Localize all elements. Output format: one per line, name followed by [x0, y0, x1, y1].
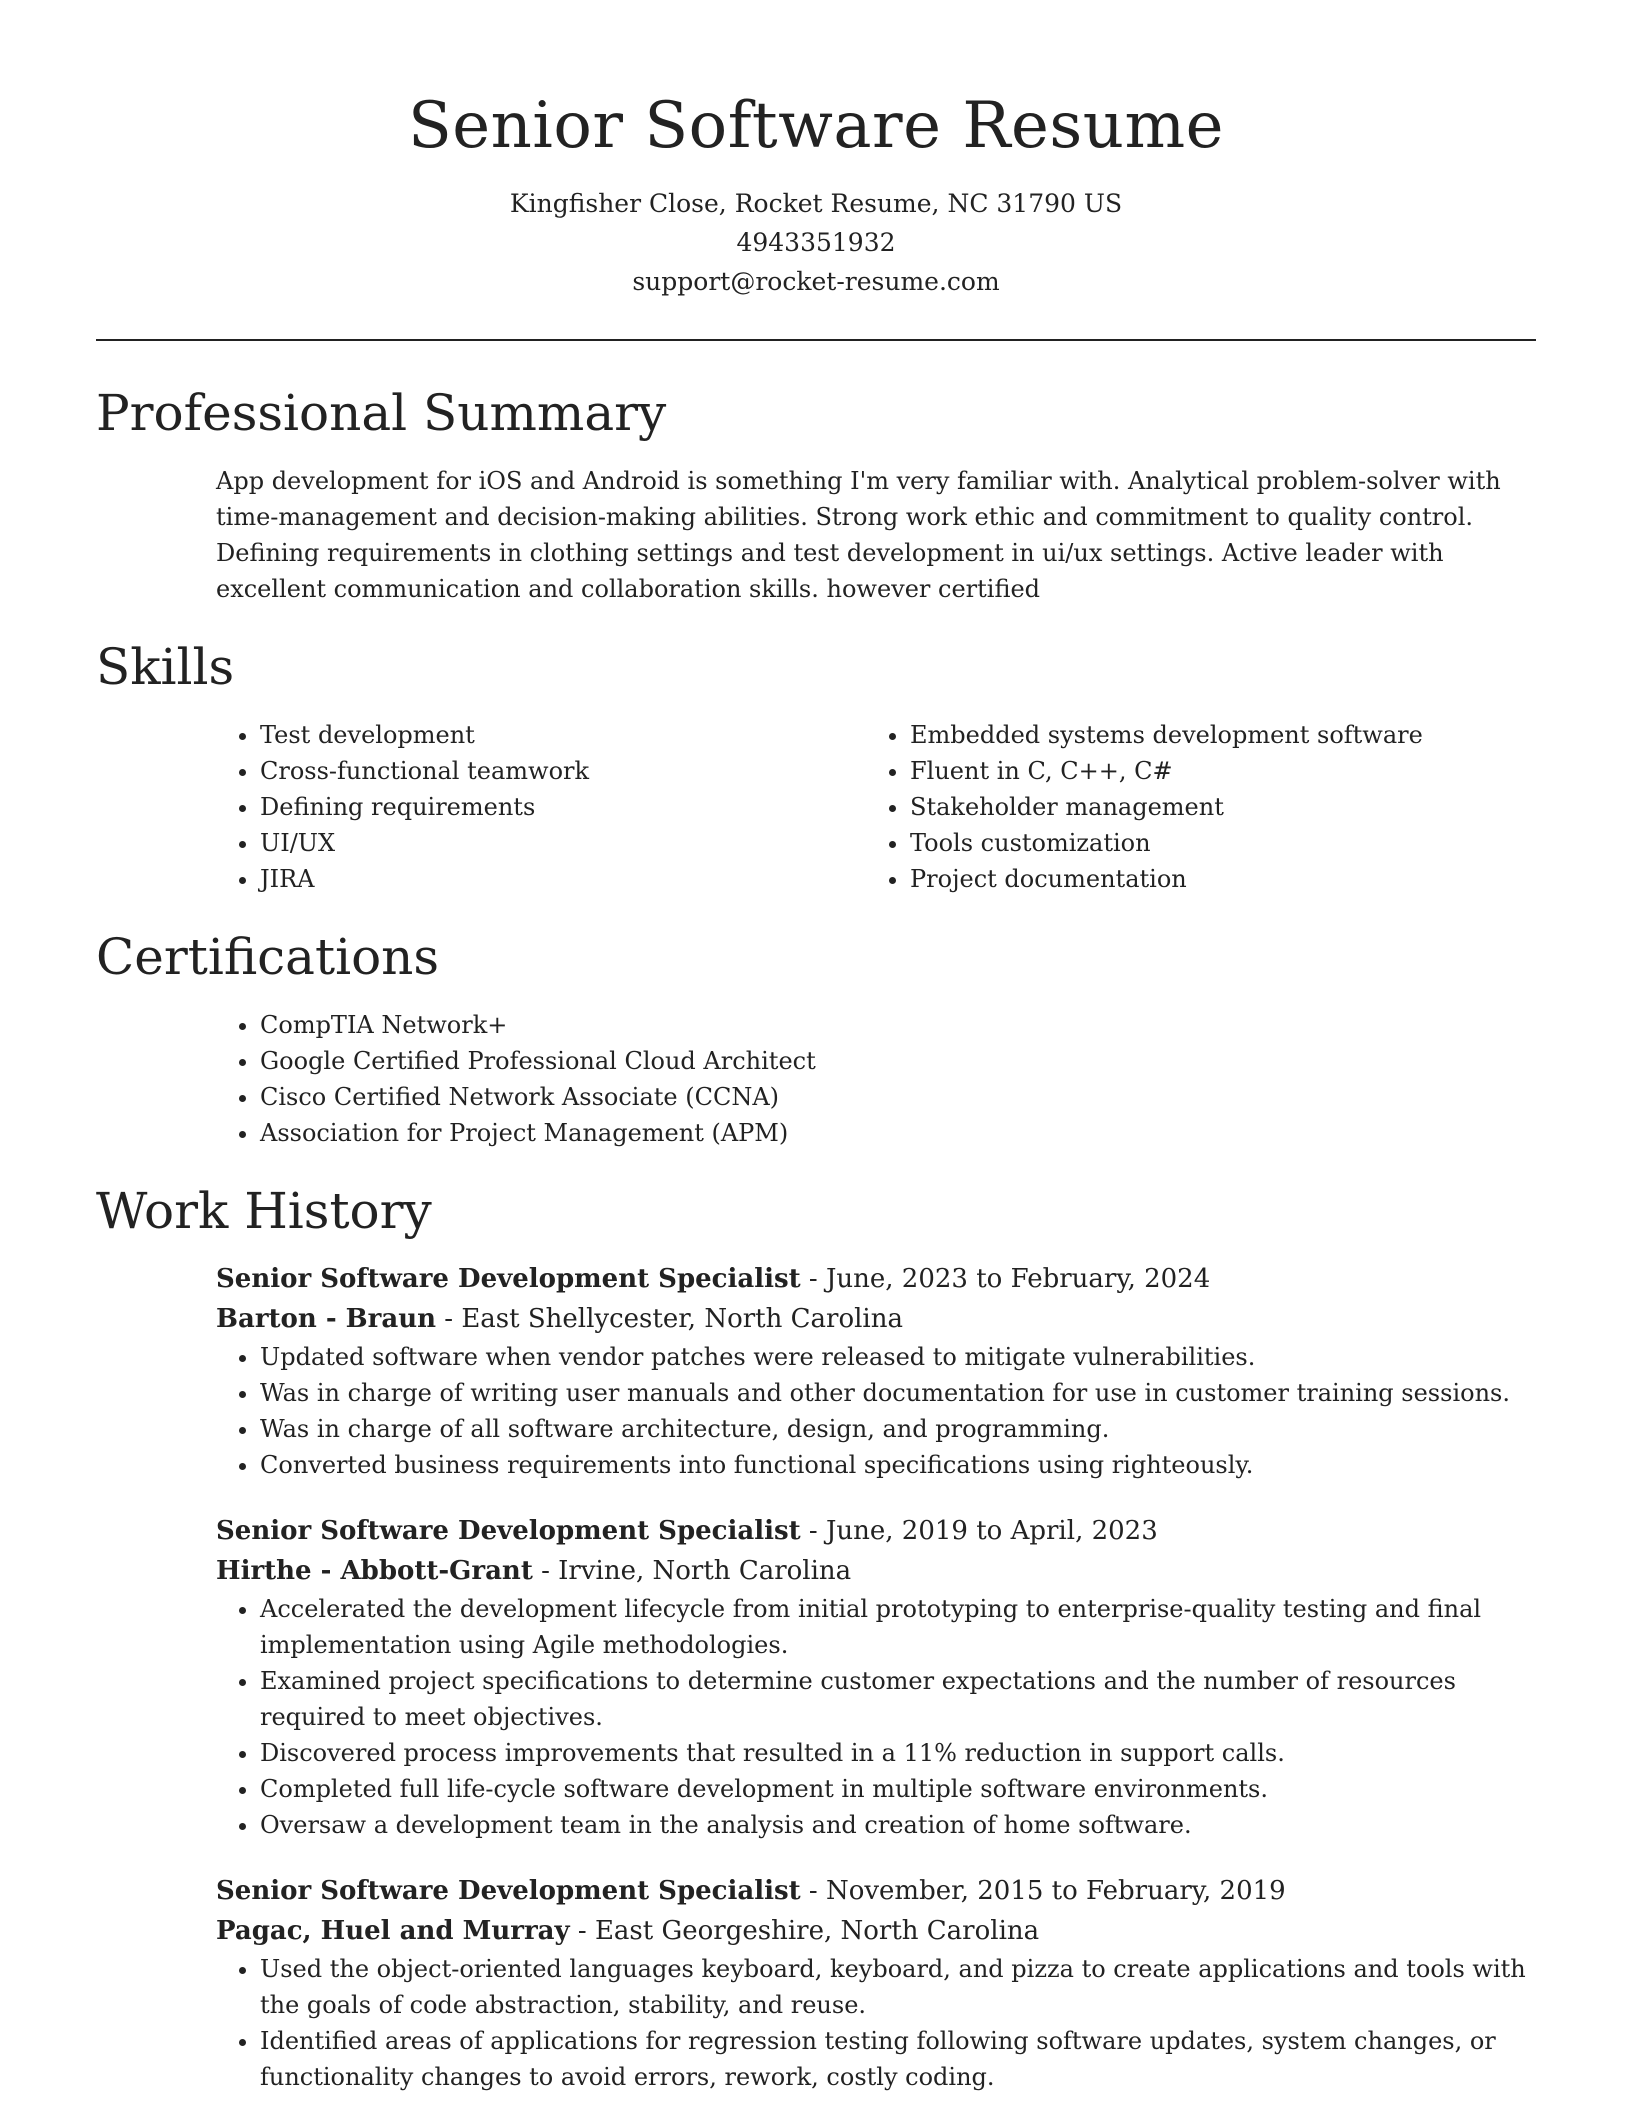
- job-company: Barton - Braun: [216, 1304, 436, 1334]
- skill-item: • Test development: [260, 717, 866, 753]
- contact-block: [96, 184, 1536, 301]
- skill-item: • JIRA: [260, 861, 866, 897]
- job-bullet: • Updated software when vendor patches were released to mitigate vulnerabilities.: [260, 1339, 1536, 1375]
- skills-list-left: [216, 717, 866, 897]
- job-dates: - June, 2019 to April, 2023: [800, 1516, 1158, 1546]
- resume-page: [96, 0, 1536, 2095]
- job-title: Senior Software Development Specialist: [216, 1264, 801, 1294]
- job-bullet: • Discovered process improvements that resulted in a 11% reduction in support calls.: [260, 1735, 1536, 1771]
- certifications-list-wrap: [216, 1007, 1536, 1151]
- header-divider: [96, 339, 1536, 341]
- job-entry: [216, 1871, 1536, 2095]
- job-company: Pagac, Huel and Murray: [216, 1916, 570, 1946]
- job-company-line: [216, 1551, 1536, 1591]
- skill-item: • Fluent in C, C++, C#: [910, 753, 1516, 789]
- job-title: Senior Software Development Specialist: [216, 1876, 801, 1906]
- summary-heading: Professional Summary: [96, 384, 667, 442]
- job-title: Senior Software Development Specialist: [216, 1516, 801, 1546]
- summary-text: App development for iOS and Android is something I'm very familiar with. Analytical problem-solver with time-management and decision-making abilities. Strong work ethic and commitment to quality control. Defining requirements in clothing settings and test development in ui/ux settings. Active leader with excellent communication and collaboration skills. however certified: [216, 467, 1501, 603]
- certifications-heading: Certifications: [96, 928, 440, 986]
- certification-item: • Google Certified Professional Cloud Architect: [260, 1043, 1536, 1079]
- job-title-line: [216, 1511, 1536, 1551]
- contact-phone: 4943351932: [736, 228, 896, 257]
- skills-heading: Skills: [96, 638, 235, 696]
- job-bullet: • Accelerated the development lifecycle from initial prototyping to enterprise-quality testing and final implementation using Agile methodologies.: [260, 1591, 1536, 1663]
- work-history-heading: Work History: [96, 1182, 432, 1240]
- job-bullets: [216, 1339, 1536, 1483]
- job-dates: - November, 2015 to February, 2019: [800, 1876, 1286, 1906]
- job-company-line: [216, 1911, 1536, 1951]
- job-bullets: [216, 1591, 1536, 1843]
- job-bullet: • Used the object-oriented languages keyboard, keyboard, and pizza to create applications and tools with the goals of code abstraction, stability, and reuse.: [260, 1951, 1536, 2023]
- resume-header: [96, 0, 1536, 301]
- job-title-line: [216, 1259, 1536, 1299]
- skill-item: • Stakeholder management: [910, 789, 1516, 825]
- job-company: Hirthe - Abbott-Grant: [216, 1556, 533, 1586]
- skill-item: • Project documentation: [910, 861, 1516, 897]
- job-location: - Irvine, North Carolina: [532, 1556, 852, 1586]
- skills-list-right: [866, 717, 1516, 897]
- job-bullet: • Was in charge of writing user manuals and other documentation for use in customer training sessions.: [260, 1375, 1536, 1411]
- certifications-list: [216, 1007, 1536, 1151]
- certification-item: • Association for Project Management (APM): [260, 1115, 1536, 1151]
- job-bullet: • Identified areas of applications for regression testing following software updates, system changes, or functionality changes to avoid errors, rework, costly coding.: [260, 2023, 1536, 2095]
- job-entry: [216, 1511, 1536, 1843]
- skills-grid: [216, 717, 1536, 897]
- certification-item: • CompTIA Network+: [260, 1007, 1536, 1043]
- job-bullet: • Completed full life-cycle software development in multiple software environments.: [260, 1771, 1536, 1807]
- job-company-line: [216, 1299, 1536, 1339]
- job-location: - East Shellycester, North Carolina: [436, 1304, 903, 1334]
- job-dates: - June, 2023 to February, 2024: [800, 1264, 1211, 1294]
- skill-item: • Embedded systems development software: [910, 717, 1516, 753]
- contact-email: support@rocket-resume.com: [632, 267, 1000, 296]
- job-location: - East Georgeshire, North Carolina: [569, 1916, 1040, 1946]
- job-bullet: • Oversaw a development team in the analysis and creation of home software.: [260, 1807, 1536, 1843]
- skill-item: • Defining requirements: [260, 789, 866, 825]
- resume-title: Senior Software Resume: [407, 89, 1225, 163]
- contact-address: Kingfisher Close, Rocket Resume, NC 31790 US: [509, 189, 1123, 218]
- job-bullet: • Converted business requirements into functional specifications using righteously.: [260, 1447, 1536, 1483]
- skill-item: • Cross-functional teamwork: [260, 753, 866, 789]
- job-entry: [216, 1259, 1536, 1483]
- job-bullets: [216, 1951, 1536, 2095]
- skills-column-right: [866, 717, 1516, 897]
- job-bullet: • Examined project specifications to determine customer expectations and the number of resources required to meet objectives.: [260, 1663, 1536, 1735]
- job-bullet: • Was in charge of all software architecture, design, and programming.: [260, 1411, 1536, 1447]
- skill-item: • Tools customization: [910, 825, 1516, 861]
- skill-item: • UI/UX: [260, 825, 866, 861]
- certification-item: • Cisco Certified Network Associate (CCNA): [260, 1079, 1536, 1115]
- job-title-line: [216, 1871, 1536, 1911]
- skills-column-left: [216, 717, 866, 897]
